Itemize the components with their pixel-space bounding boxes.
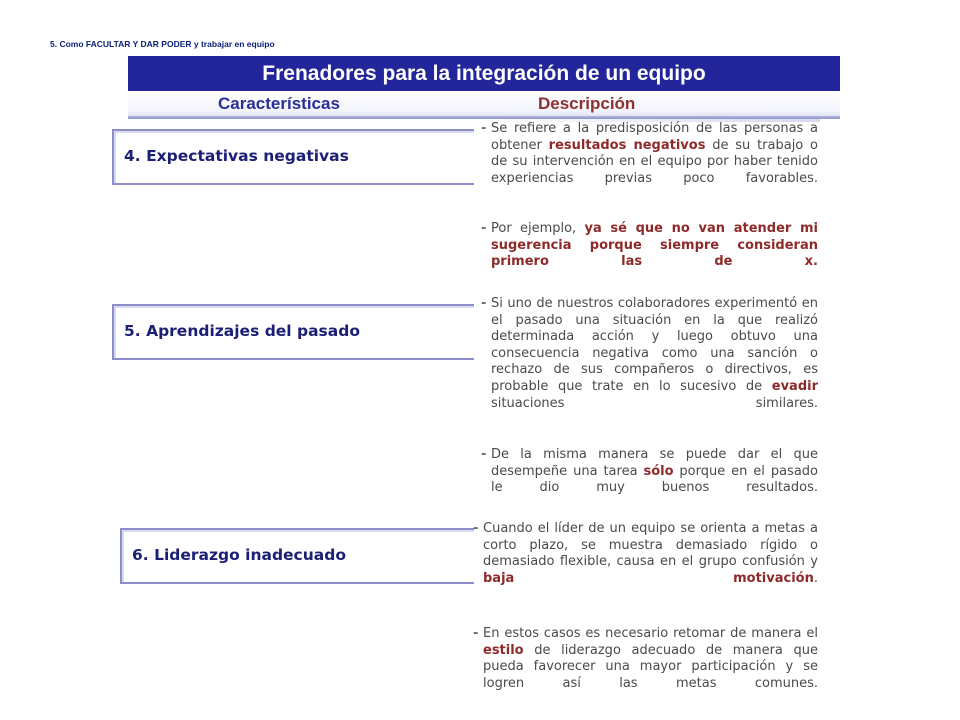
characteristic-label: 6. Liderazgo inadecuado <box>132 546 346 564</box>
description-text: Si uno de nuestros colaboradores experimentó en el pasado una situación en la que realizó determinada acción y luego obtuvo una consecuencia negativa como una sanción o rechazo de sus compañeros o directivos, es probable que trate en lo sucesivo de <box>491 296 818 394</box>
banner-title: Frenadores para la integración de un equipo <box>128 56 840 91</box>
dash-bullet: - <box>481 447 487 462</box>
description-text: de liderazgo adecuado de manera que pueda favorecer una mayor participación y se logren así las metas comunes. <box>483 642 818 691</box>
description-column <box>474 119 820 720</box>
slide-title: 5. Como FACULTAR Y DAR PODER y trabajar en equipo <box>50 39 275 49</box>
description-emphasis: evadir <box>771 378 818 394</box>
description-text: En estos casos es necesario retomar de manera el <box>483 626 818 641</box>
dash-bullet: - <box>481 221 487 236</box>
description-text: Se refiere a la predisposición de las personas a obtener <box>491 121 818 153</box>
dash-bullet: - <box>481 296 487 311</box>
dash-bullet: - <box>481 121 487 136</box>
characteristic-box-inadequate-leadership <box>120 528 474 584</box>
description-paragraph <box>481 447 818 497</box>
description-paragraph <box>481 296 818 412</box>
description-paragraph <box>473 521 818 587</box>
dash-bullet: - <box>473 626 479 641</box>
characteristic-label: 4. Expectativas negativas <box>124 147 349 165</box>
column-header-characteristics: Características <box>218 94 340 113</box>
description-text: de su trabajo o de su intervención en el equipo por haber tenido experiencias previas poco favorables. <box>491 137 818 186</box>
description-text: Cuando el líder de un equipo se orienta a metas a corto plazo, se muestra demasiado rígido o demasiado flexible, causa en el grupo confusión y <box>483 521 818 570</box>
description-paragraph <box>481 221 818 271</box>
characteristic-box-negative-expectations <box>112 129 474 185</box>
description-text: porque en el pasado le dio muy buenos resultados. <box>491 463 818 496</box>
characteristic-label: 5. Aprendizajes del pasado <box>124 322 360 340</box>
description-text: De la misma manera se puede dar el que desempeñe una tarea <box>491 447 818 479</box>
description-text: . <box>813 570 818 586</box>
description-paragraph <box>481 121 818 187</box>
description-text: situaciones similares. <box>491 395 818 411</box>
description-emphasis: estilo <box>483 642 524 658</box>
dash-bullet: - <box>473 521 479 536</box>
description-emphasis: sólo <box>643 463 674 479</box>
description-emphasis: ya sé que no van atender mi sugerencia porque siempre consideran primero las de x. <box>491 221 818 270</box>
characteristic-box-past-learnings <box>112 304 474 360</box>
column-header-description: Descripción <box>538 94 636 113</box>
description-emphasis: baja motivación <box>483 570 814 586</box>
description-emphasis: resultados negativos <box>548 137 706 153</box>
description-text: Por ejemplo, <box>491 221 585 236</box>
description-paragraph <box>473 626 818 692</box>
